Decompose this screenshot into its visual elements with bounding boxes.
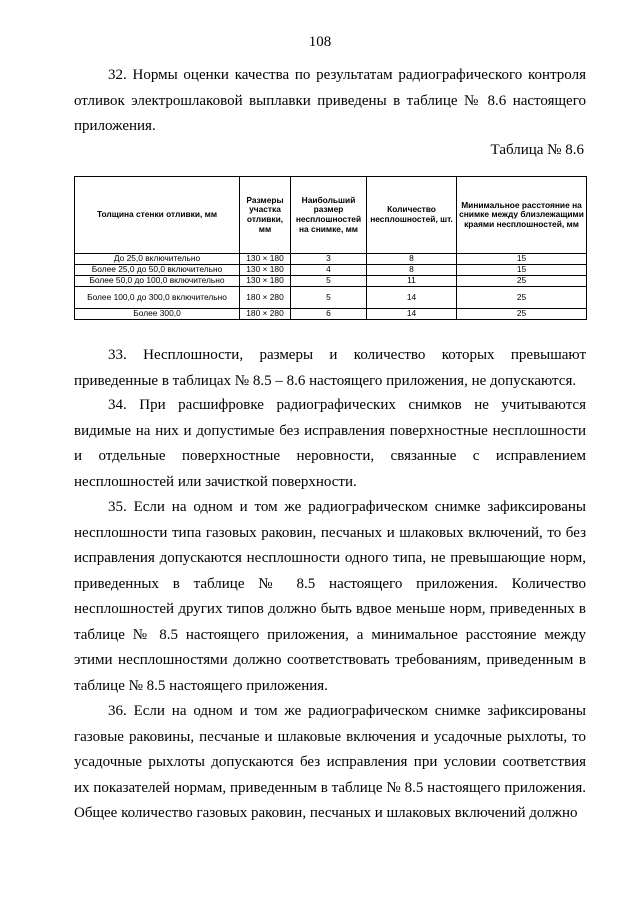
header-thickness: Толщина стенки отливки, мм [75,177,240,254]
norms-table [74,176,587,320]
header-count: Количество несплошностей, шт. [367,177,457,254]
cell-thickness: Более 100,0 до 300,0 включительно [75,287,240,309]
cell-count: 8 [367,265,457,276]
header-area: Размеры участка отливки, мм [240,177,291,254]
cell-count: 8 [367,254,457,265]
cell-area: 130 × 180 [240,254,291,265]
cell-max-size: 5 [291,287,367,309]
cell-max-size: 5 [291,276,367,287]
paragraph-34: 34. При расшифровке радиографических снимков не учитываются видимые на них и допустимые без исправления поверхностные несплошности и отдельные поверхностные неровности, связанные с исправлением несплошностей или зачисткой поверхности. [74,397,586,490]
cell-max-size: 3 [291,254,367,265]
cell-area: 130 × 180 [240,276,291,287]
table-row [75,276,587,287]
cell-max-size: 6 [291,309,367,320]
cell-count: 14 [367,309,457,320]
header-min-distance: Минимальное расстояние на снимке между близлежащими краями несплошностей, мм [457,177,587,254]
cell-thickness: До 25,0 включительно [75,254,240,265]
paragraph-33: 33. Несплошности, размеры и количество которых превышают приведенные в таблицах № 8.5 – 8.6 настоящего приложения, не допускаются. [74,347,586,389]
cell-max-size: 4 [291,265,367,276]
table-row [75,265,587,276]
cell-min-distance: 15 [457,254,587,265]
cell-area: 180 × 280 [240,309,291,320]
cell-thickness: Более 25,0 до 50,0 включительно [75,265,240,276]
table-row [75,254,587,265]
cell-min-distance: 15 [457,265,587,276]
cell-thickness: Более 50,0 до 100,0 включительно [75,276,240,287]
cell-area: 130 × 180 [240,265,291,276]
table-caption: Таблица № 8.6 [490,142,584,158]
table-row [75,287,587,309]
paragraph-32: 32. Нормы оценки качества по результатам радиографического контроля отливок электрошлаковой выплавки приведены в таблице № 8.6 настоящего приложения. [74,67,586,134]
cell-count: 11 [367,276,457,287]
header-max-size: Наибольший размер несплошностей на снимке, мм [291,177,367,254]
cell-min-distance: 25 [457,287,587,309]
page-number: 108 [308,34,332,50]
cell-count: 14 [367,287,457,309]
paragraph-36: 36. Если на одном и том же радиографическом снимке зафиксированы газовые раковины, песчаные и шлаковые включения и усадочные рыхлоты, то усадочные рыхлоты допускаются без исправления при условии соответствия их показателей нормам, приведенным в таблице № 8.5 настоящего приложения. Общее количество газовых раковин, песчаных и шлаковых включений должно [74,703,586,821]
cell-area: 180 × 280 [240,287,291,309]
table-row [75,309,587,320]
cell-min-distance: 25 [457,276,587,287]
cell-min-distance: 25 [457,309,587,320]
cell-thickness: Более 300,0 [75,309,240,320]
table-header-row [75,177,587,254]
paragraph-35: 35. Если на одном и том же радиографическом снимке зафиксированы несплошности типа газовых раковин, песчаных и шлаковых включений, то без исправления допускаются несплошности одного типа, не превышающие норм, приведенных в таблице № 8.5 настоящего приложения. Количество несплошностей других типов должно быть вдвое меньше норм, приведенных в таблице № 8.5 настоящего приложения, а минимальное расстояние между этими несплошностями должно соответствовать требованиям, приведенным в таблице № 8.5 настоящего приложения. [74,499,586,694]
